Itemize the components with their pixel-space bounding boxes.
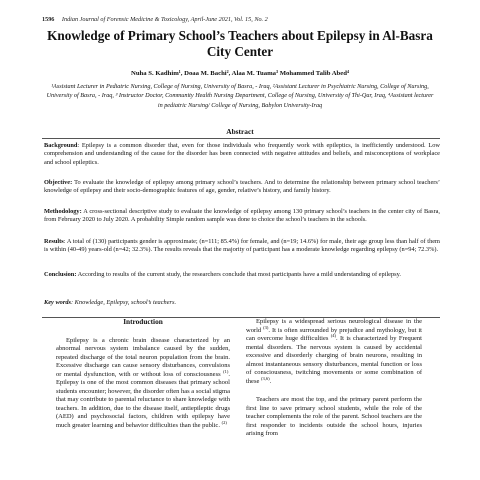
citation: (4) (330, 332, 337, 338)
right-column (246, 318, 422, 439)
keywords-label: Key words (44, 299, 71, 306)
abstract-box (42, 138, 440, 318)
citation: (2) (221, 419, 227, 425)
intro-paragraph-1: Epilepsy is a chronic brain disease characterized by an abnormal nervous system imbalance caused by the sudden, repeated discharge of the total neuron population from the brain. Excessive discharge can cause sensory disturbances, convulsions or mental dysfunction, with or without loss of consciousness $^{(1)}$. Epilepsy is one of the most common diseases that primary school students encounter; however, the disorder often has a social stigma that may contribute to parental reluctance to share knowledge with teachers. In addition, due to the disease itself, antiepileptic drugs (AED) and psychosocial factors, children with epilepsy have much greater learning and behavior difficulties than the public. $^{(2)}$ (56, 336, 230, 429)
citation: (3,6) (260, 375, 270, 381)
objective-label: Objective: (44, 179, 73, 186)
objective-text: To evaluate the knowledge of epilepsy among primary school’s teachers. And to determine the relationship between primary school teachers’ knowledge of epilepsy and their socio-demographic features of age, gender, relative’s history, and family history. (44, 179, 440, 195)
left-column (56, 318, 230, 430)
abstract-objective (44, 179, 440, 196)
abstract-results (44, 238, 440, 255)
abstract-conclusion (44, 271, 440, 279)
methodology-text: A cross-sectional descriptive study to evaluate the knowledge of epilepsy among 130 primary school’s teachers in the center city of Basra, from February 2020 to July 2020. A probability Simple random sample was done to choice the school’s teachers in the schools. (44, 208, 440, 224)
methodology-label: Methodology: (44, 208, 82, 215)
conclusion-text: According to results of the current study, the researchers conclude that most participants have a mild understanding of epilepsy. (76, 271, 401, 278)
background-label: Background (44, 142, 78, 149)
keywords-text: : Knowledge, Epilepsy, school’s teachers. (70, 299, 177, 306)
abstract-keywords (44, 299, 440, 307)
intro-paragraph-3: Teachers are most the top, and the primary parent perform the first line to save primary school students, while the role of the teacher complements the role of the parent. School teachers are the first responder to incidents outside the school hours, injuries arising from (246, 396, 422, 437)
intro-paragraph-2: Epilepsy is a widespread serious neurological disease in the world $^{(3)}$. It is often surrounded by prejudice and mythology, but it can overcome huge difficulties $^{(4)}$. It is characterized by Frequent mental disorders. The nervous system is caused by accidental excessive and disorderly charging of brain neurons, resulting in almost instantaneous sensory disturbances, mental function or loss of consciousness, twitching movements or some combination of these $^{(3,6)}$. (246, 318, 422, 385)
introduction-heading: Introduction (123, 317, 163, 326)
results-label: Results (44, 238, 64, 245)
author-list: Nuha S. Kadhim¹, Doaa M. Bachi², Alaa M. Tuama³ Mohammed Talib Abed⁴ (131, 70, 349, 77)
running-head (42, 16, 438, 23)
paper-title: Knowledge of Primary School’s Teachers about Epilepsy in Al-Basra City Center (47, 28, 433, 59)
background-text: : Epilepsy is a common disorder that, even for those individuals who frequently work with epileptics, is inefficiently understood. Low comprehension and understanding of the cause for the disorder has been connected with negative attitudes and beliefs, and misconceptions of workplace and school epileptics. (44, 142, 440, 166)
abstract-methodology (44, 208, 440, 225)
abstract-background (44, 142, 440, 167)
results-text: : A total of (130) participants gender is approximate; (n=111; 85.4%) for female, and (n=19; 14.6%) for male, their age group less than half of them is within (40-49) years-old (n=42; 32.3%). The results reveals that the majority of participant has a moderate knowledge regarding epilepsy (n=94; 72.3%). (44, 238, 440, 254)
citation: (3) (263, 324, 269, 330)
page-number: 1596 (42, 16, 55, 23)
conclusion-label: Conclusion: (44, 271, 77, 278)
affiliations: ¹Assistant Lecturer in Pediatric Nursing, College of Nursing, University of Basra, - Iraq, ²Assistant Lecturer in Psychiatric Nursing, College of Nursing, University of Basra, - Iraq, ³ Instructor Doctor, Community Health Nursing Department, College of Nursing, University of Thi-Qar, Iraq, ⁴Assistant lecturer in pediatric Nursing/ College of Nursing, Babylon University-Iraq (46, 83, 434, 109)
citation: (1) (223, 368, 229, 374)
journal-name: Indian Journal of Forensic Medicine & Toxicology, April-June 2021, Vol. 15, No. 2 (61, 16, 268, 23)
abstract-heading: Abstract (226, 127, 254, 136)
